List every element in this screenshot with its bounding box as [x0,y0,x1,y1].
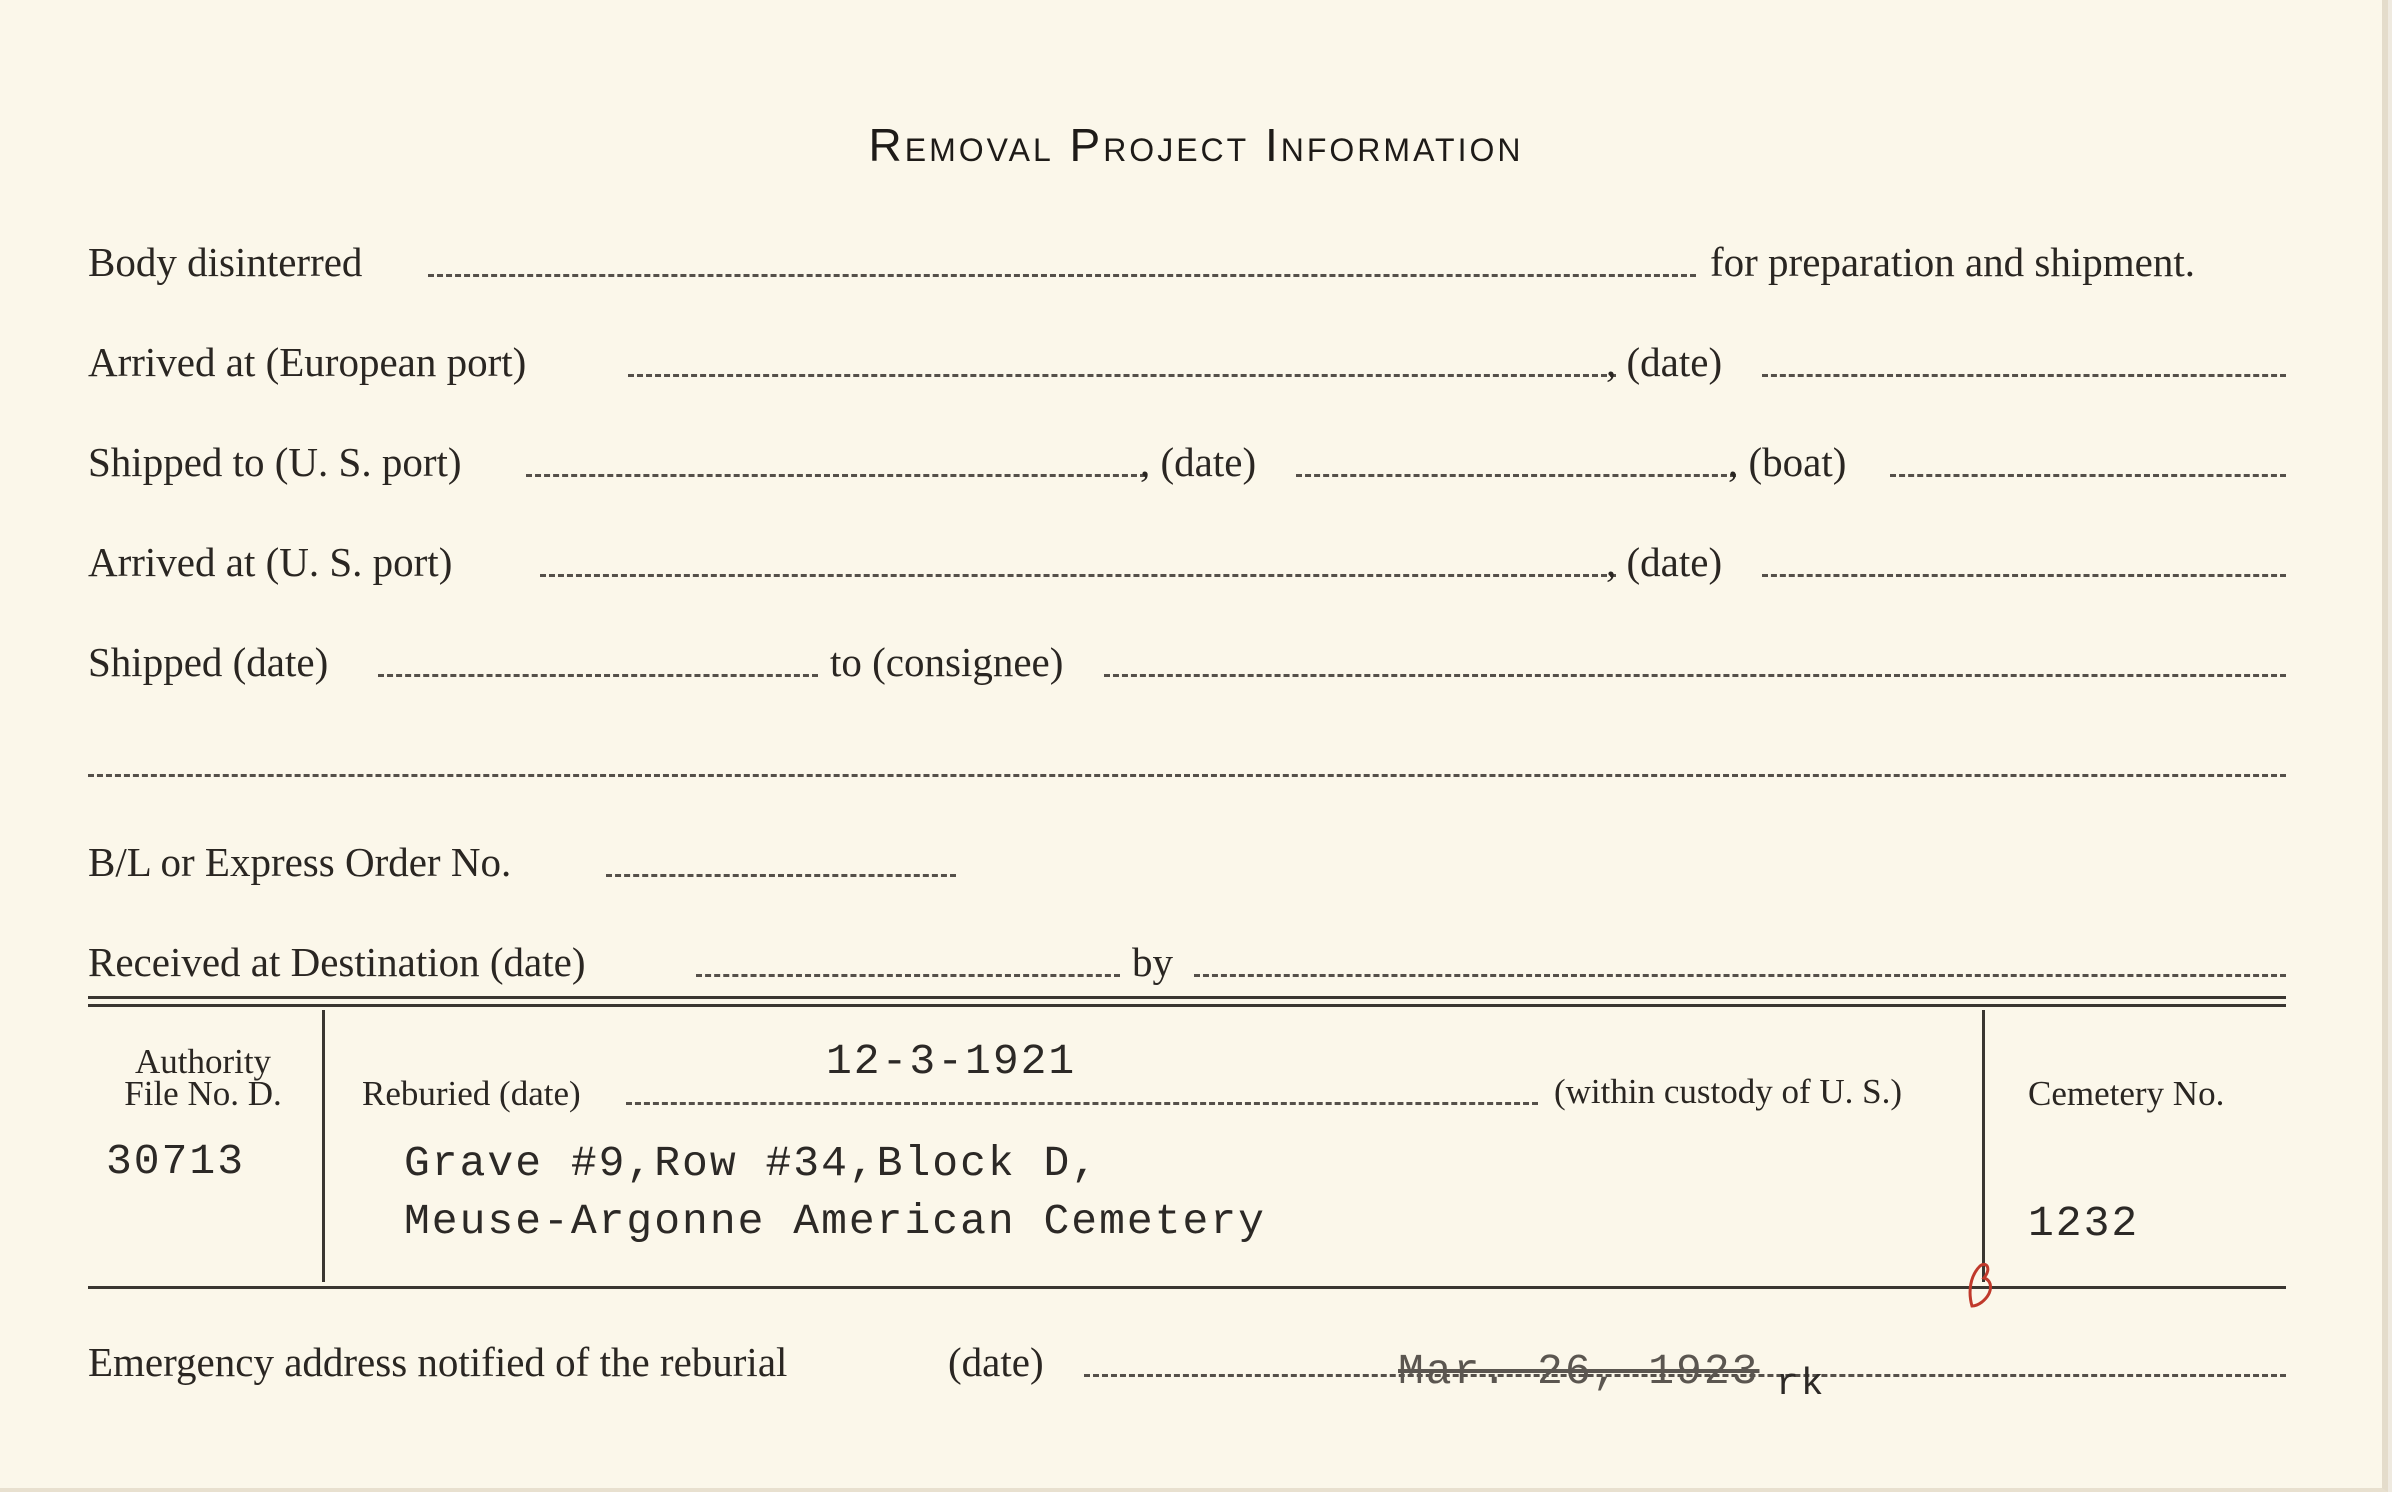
bl-order-line [606,874,956,877]
reburied-date-value: 12-3-1921 [826,1037,1077,1086]
table-divider-left [322,1010,325,1282]
authority-label-2: File No. D. [124,1074,282,1113]
date-line-1 [1762,374,2286,377]
shipped-date-line [378,674,818,677]
emergency-label: Emergency address notified of the reburial [88,1339,788,1385]
custody-label: (within custody of U. S.) [1554,1072,1903,1111]
table-bottom-rule [88,1286,2286,1289]
card-title: Removal Project Information [868,119,1524,171]
red-check-mark-icon [1962,1262,1998,1308]
shipped-date-label: Shipped (date) [88,639,329,685]
boat-line [1890,474,2286,477]
body-disinterred-label: Body disinterred [88,239,363,285]
shipped-to-line [526,474,1146,477]
arrived-european-label: Arrived at (European port) [88,339,527,385]
consignee-line [1104,674,2286,677]
date-line-3 [1762,574,2286,577]
arrived-us-line [540,574,1616,577]
arrived-us-label: Arrived at (U. S. port) [88,539,453,585]
shipped-to-label: Shipped to (U. S. port) [88,439,462,485]
reburied-label: Reburied (date) [362,1074,581,1113]
clerk-initials: rk [1776,1363,1826,1406]
authority-label-1: Authority [134,1042,272,1081]
table-top-rule-2 [88,1004,2286,1007]
cemetery-no-label: Cemetery No. [2028,1074,2225,1113]
date-line-2 [1296,474,1736,477]
for-preparation-label: for preparation and shipment. [1710,239,2196,285]
emergency-date-label: (date) [948,1339,1044,1385]
consignee-continuation-line [88,774,2286,777]
date-label-3: , (date) [1606,539,1723,585]
arrived-european-line [628,374,1616,377]
emergency-notified-date: Mar. 26, 1923 [1398,1347,1760,1396]
grave-location-line-2: Meuse-Argonne American Cemetery [404,1197,1266,1246]
reburied-date-line [626,1102,1538,1105]
to-consignee-label: to (consignee) [830,639,1064,685]
bl-order-label: B/L or Express Order No. [88,839,512,885]
body-disinterred-line [428,274,1696,277]
table-divider-right [1982,1010,1985,1282]
boat-label: , (boat) [1728,439,1847,485]
by-label: by [1132,939,1173,985]
date-label-2: , (date) [1140,439,1257,485]
grave-location-line-1: Grave #9,Row #34,Block D, [404,1139,1100,1188]
cemetery-number: 1232 [2028,1199,2140,1248]
received-by-line [1194,974,2286,977]
received-destination-line [696,974,1120,977]
received-destination-label: Received at Destination (date) [88,939,586,985]
authority-file-number: 30713 [106,1137,246,1186]
table-top-rule [88,996,2286,999]
date-label-1: , (date) [1606,339,1723,385]
